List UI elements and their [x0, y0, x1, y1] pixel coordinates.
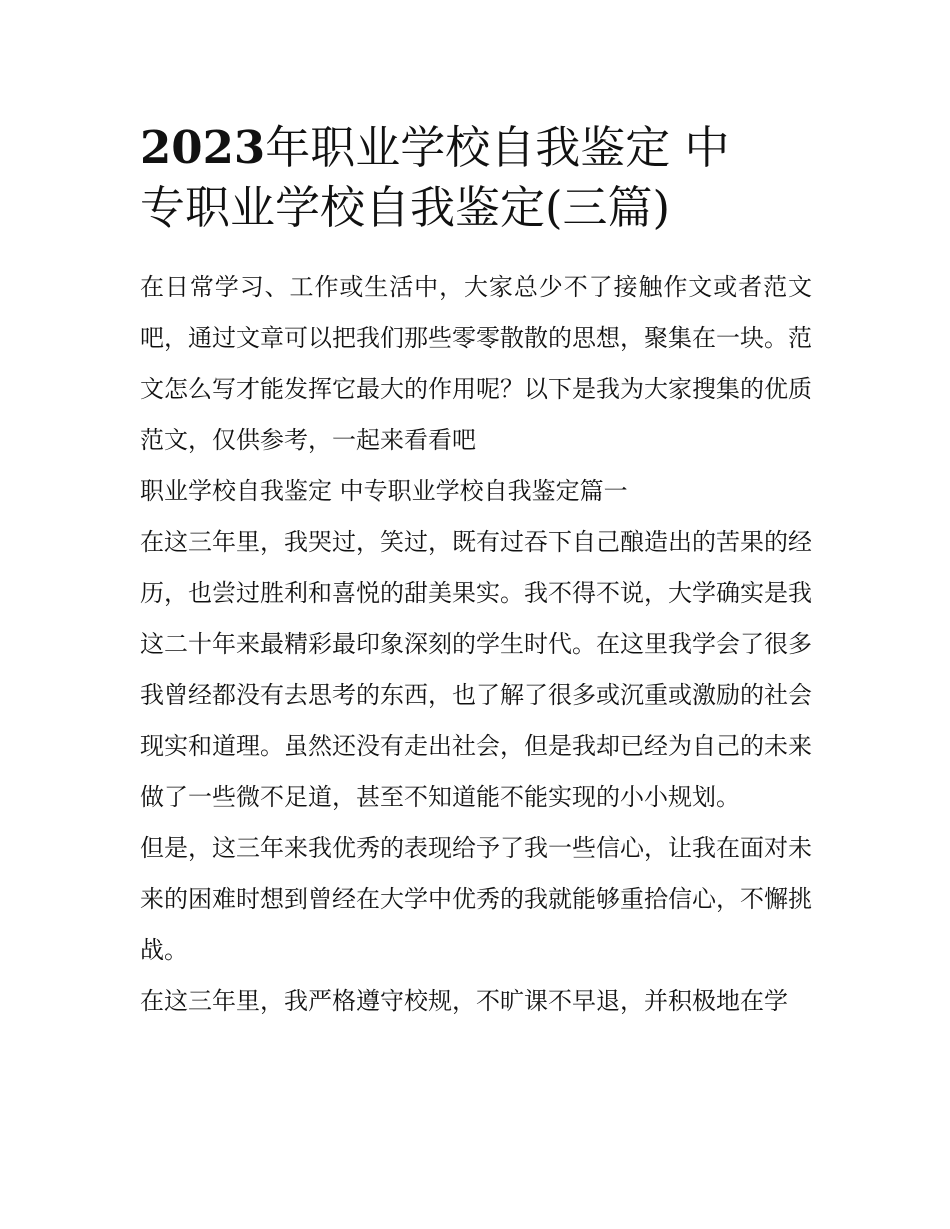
title-year: 2023 — [140, 121, 266, 174]
document-content — [140, 118, 812, 1027]
title-line-1-text: 年职业学校自我鉴定 中 — [265, 121, 730, 174]
body-paragraph-3: 在这三年里，我严格遵守校规，不旷课不早退，并积极地在学 — [140, 987, 788, 1015]
intro-paragraph: 在日常学习、工作或生活中，大家总少不了接触作文或者范文吧，通过文章可以把我们那些零零散散的思想，聚集在一块。范文怎么写才能发挥它最大的作用呢？以下是我为大家搜集的优质范文，仅供参考，一起来看看吧 — [140, 273, 812, 454]
body-paragraph-2: 但是，这三年来我优秀的表现给予了我一些信心，让我在面对未来的困难时想到曾经在大学中优秀的我就能够重拾信心，不懈挑战。 — [140, 834, 812, 964]
document-title — [140, 118, 812, 238]
section-heading: 职业学校自我鉴定 中专职业学校自我鉴定篇一 — [140, 477, 628, 505]
title-line-1 — [140, 118, 812, 178]
body-paragraph-1: 在这三年里，我哭过，笑过，既有过吞下自己酿造出的苦果的经历，也尝过胜利和喜悦的甜美果实。我不得不说，大学确实是我这二十年来最精彩最印象深刻的学生时代。在这里我学会了很多我曾经都没有去思考的东西，也了解了很多或沉重或激励的社会现实和道理。虽然还没有走出社会，但是我却已经为自己的未来做了一些微不足道，甚至不知道能不能实现的小小规划。 — [140, 528, 812, 811]
title-line-2: 专职业学校自我鉴定(三篇) — [140, 181, 671, 234]
document-body — [140, 262, 812, 1027]
